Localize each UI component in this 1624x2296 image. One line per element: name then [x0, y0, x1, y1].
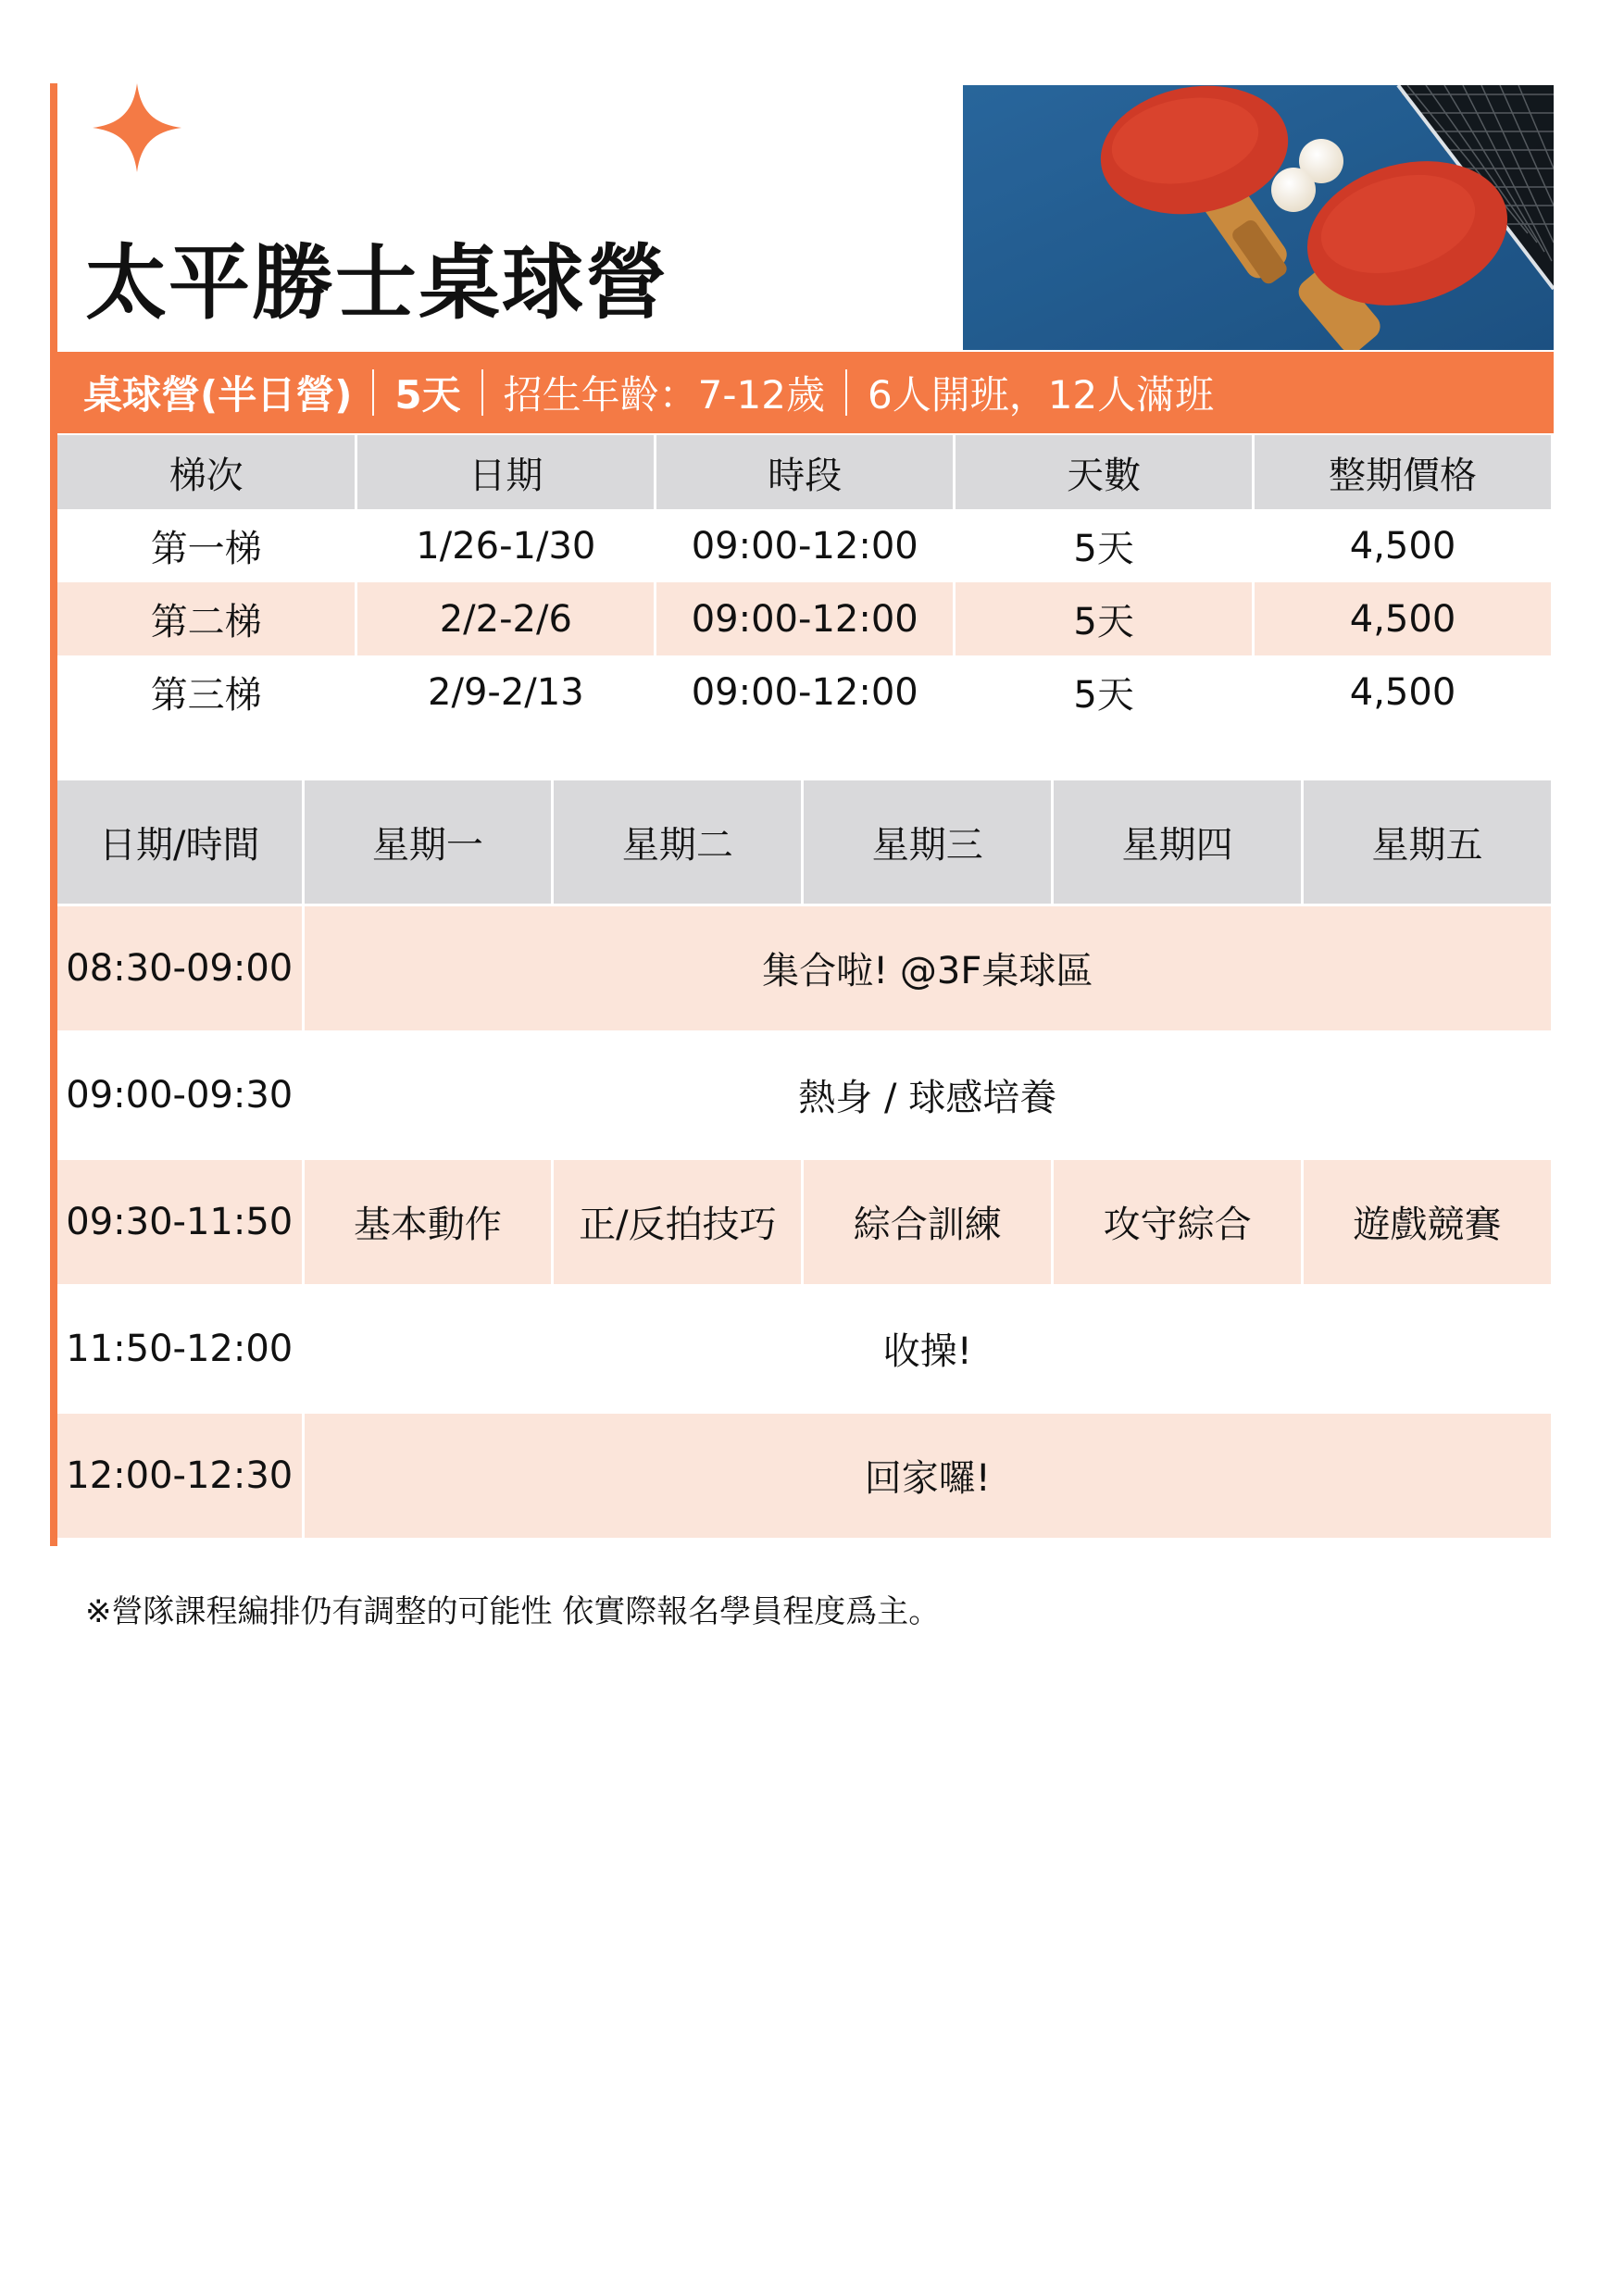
- table-row: [57, 905, 1553, 1031]
- table-row: [57, 1412, 1553, 1539]
- schedule-header-cell: 日期/時間: [57, 780, 303, 905]
- sessions-table: [57, 435, 1554, 729]
- session-price: 4,500: [1254, 582, 1553, 655]
- camp-info-banner: [57, 352, 1554, 433]
- table-row: [57, 1158, 1553, 1285]
- accent-left-rule: [50, 83, 57, 1546]
- schedule-header-cell: 星期四: [1053, 780, 1303, 905]
- schedule-activity-wednesday: 綜合訓練: [803, 1158, 1053, 1285]
- table-row: [57, 1285, 1553, 1412]
- camp-age-label: 招生年齡：7-12歲: [503, 372, 825, 418]
- session-name: 第三梯: [57, 655, 356, 729]
- session-name: 第一梯: [57, 509, 356, 582]
- schedule-header-cell: 星期三: [803, 780, 1053, 905]
- session-days: 5天: [955, 509, 1254, 582]
- schedule-header-cell: 星期二: [553, 780, 803, 905]
- session-date: 2/9-2/13: [356, 655, 656, 729]
- ping-pong-paddles-photo: [963, 85, 1554, 350]
- sessions-header-cell: 日期: [356, 435, 656, 509]
- session-time: 09:00-12:00: [656, 655, 955, 729]
- table-row: [57, 655, 1553, 729]
- schedule-time: 11:50-12:00: [57, 1285, 303, 1412]
- schedule-table: [57, 780, 1554, 1541]
- schedule-time: 09:30-11:50: [57, 1158, 303, 1285]
- table-row: [57, 509, 1553, 582]
- sessions-header-cell: 整期價格: [1254, 435, 1553, 509]
- session-time: 09:00-12:00: [656, 582, 955, 655]
- schedule-time: 12:00-12:30: [57, 1412, 303, 1539]
- schedule-activity-monday: 基本動作: [303, 1158, 553, 1285]
- sessions-header-cell: 梯次: [57, 435, 356, 509]
- banner-divider: [845, 369, 847, 416]
- table-row: [57, 1031, 1553, 1158]
- session-date: 2/2-2/6: [356, 582, 656, 655]
- schedule-activity: 集合啦! @3F桌球區: [303, 905, 1553, 1031]
- schedule-activity: 收操!: [303, 1285, 1553, 1412]
- schedule-activity: 回家囉!: [303, 1412, 1553, 1539]
- camp-type-label: 桌球營(半日營): [83, 372, 353, 418]
- schedule-time: 08:30-09:00: [57, 905, 303, 1031]
- sessions-header-cell: 時段: [656, 435, 955, 509]
- session-name: 第二梯: [57, 582, 356, 655]
- session-time: 09:00-12:00: [656, 509, 955, 582]
- schedule-header-cell: 星期五: [1303, 780, 1553, 905]
- schedule-activity: 熱身 / 球感培養: [303, 1031, 1553, 1158]
- footnote: ※營隊課程編排仍有調整的可能性 依實際報名學員程度爲主。: [85, 1593, 941, 1630]
- four-point-star-icon: [93, 83, 181, 172]
- schedule-activity-thursday: 攻守綜合: [1053, 1158, 1303, 1285]
- schedule-activity-friday: 遊戲競賽: [1303, 1158, 1553, 1285]
- table-row: [57, 582, 1553, 655]
- schedule-header-row: [57, 780, 1553, 905]
- schedule-time: 09:00-09:30: [57, 1031, 303, 1158]
- session-date: 1/26-1/30: [356, 509, 656, 582]
- banner-divider: [372, 369, 374, 416]
- banner-divider: [481, 369, 483, 416]
- page-title: 太平勝士桌球營: [85, 235, 669, 331]
- camp-capacity-label: 6人開班，12人滿班: [867, 372, 1215, 418]
- session-price: 4,500: [1254, 509, 1553, 582]
- schedule-activity-tuesday: 正/反拍技巧: [553, 1158, 803, 1285]
- sessions-header-row: [57, 435, 1553, 509]
- session-days: 5天: [955, 655, 1254, 729]
- schedule-header-cell: 星期一: [303, 780, 553, 905]
- session-price: 4,500: [1254, 655, 1553, 729]
- session-days: 5天: [955, 582, 1254, 655]
- sessions-header-cell: 天數: [955, 435, 1254, 509]
- camp-days-label: 5天: [394, 372, 461, 418]
